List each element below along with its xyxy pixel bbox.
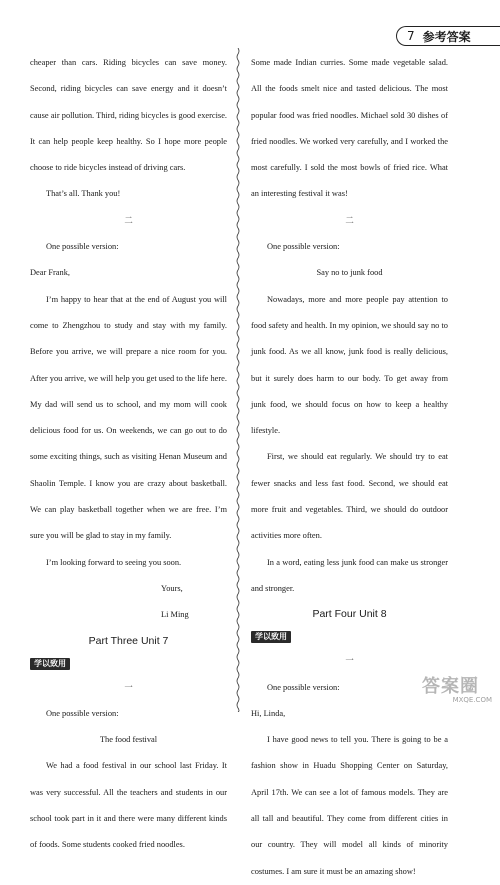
essay-title-2: Say no to junk food xyxy=(316,268,383,278)
possible-version-label-4: One possible version: xyxy=(267,682,340,692)
section-mark-1-right: 一 xyxy=(345,656,354,666)
fashion-show-letter: I have good news to tell you. There is going to be a fashion show in Huadu Shopping Center on Saturday, April 17th. We can see a lot of famous models. They are all tall and beautiful. They come from different cities in our country. They will model all kinds of minority costumes. I am sure it must be an amazing show! xyxy=(251,735,448,876)
part-four-heading: Part Four Unit 8 xyxy=(312,608,387,621)
section-tag: 学以致用 xyxy=(30,658,70,670)
letter-body: I’m happy to hear that at the end of August you will come to Zhengzhou to study and stay with my family. Before you arrive, we will prepare a nice room for you. After you arrive, we will help you get used to the life here. My dad will send us to school, and my mom will cook delicious food for us. On weekends, we can go out to do some exciting things, such as visiting Henan Museum and Shaolin Temple. I know you are crazy about basketball. We can play basketball together when we are free. I’m sure you will be glad to stay in my family. xyxy=(30,294,227,541)
junk-food-para-1: Nowadays, more and more people pay attention to food safety and health. In my opinion, we should say no to junk food. As we all know, junk food is really delicious, but it surely does harm to our body. To get away from junk food, we should focus on how to keep a healthy lifestyle. xyxy=(251,294,448,436)
letter-salutation: Dear Frank, xyxy=(30,268,70,278)
possible-version-label: One possible version: xyxy=(46,242,119,252)
junk-food-para-2: First, we should eat regularly. We should try to eat fewer snacks and less fast food. Second, we should eat more fruit and vegetables. Third, we should do outdoor activities more often. xyxy=(251,452,448,541)
food-festival-essay: We had a food festival in our school last Friday. It was very successful. All the teachers and students in our school took part in it and there were many different kinds of foods. Some students cooked fried noodles. xyxy=(30,761,227,850)
watermark-url: MXQE.COM xyxy=(452,696,492,704)
junk-food-para-3: In a word, eating less junk food can make us stronger and stronger. xyxy=(251,557,448,593)
letter-closing-line: I’m looking forward to seeing you soon. xyxy=(46,557,182,567)
food-festival-essay-cont: Some made Indian curries. Some made vegetable salad. All the foods smelt nice and tasted delicious. The most popular food was fried noodles. Michael sold 30 dishes of fried noodles. We worked very carefully, and I worked the most carefully. I sold the most bowls of fried rice. What an interesting festival it was! xyxy=(251,58,448,199)
section-mark-2-right: 二 xyxy=(345,215,354,225)
site-watermark xyxy=(422,678,492,708)
page-number: 7 xyxy=(407,29,415,43)
part-three-heading: Part Three Unit 7 xyxy=(88,634,169,647)
section-tag-2: 学以致用 xyxy=(251,631,291,643)
page-header xyxy=(396,26,500,46)
letter-closing: Yours, xyxy=(161,583,183,593)
header-title: 参考答案 xyxy=(422,29,471,44)
essay-title: The food festival xyxy=(99,735,158,745)
possible-version-label-2: One possible version: xyxy=(46,708,119,718)
section-mark-2: 二 xyxy=(124,215,133,225)
closing-thanks: That’s all. Thank you! xyxy=(46,189,121,199)
column-divider xyxy=(236,48,240,712)
possible-version-label-3: One possible version: xyxy=(267,242,340,252)
letter-signature: Li Ming xyxy=(161,610,189,620)
section-mark-1: 一 xyxy=(124,682,133,692)
bicycle-essay-ending: cheaper than cars. Riding bicycles can save money. Second, riding bicycles can save energy and it doesn’t cause air pollution. Third, riding bicycles is good exercise. It can help people keep healthy. So I hope more people choose to ride bicycles instead of driving cars. xyxy=(30,58,227,173)
letter-salutation-2: Hi, Linda, xyxy=(251,708,286,718)
right-column xyxy=(251,50,448,885)
left-column xyxy=(30,50,227,859)
watermark-logo: 答案圈 xyxy=(422,676,479,697)
